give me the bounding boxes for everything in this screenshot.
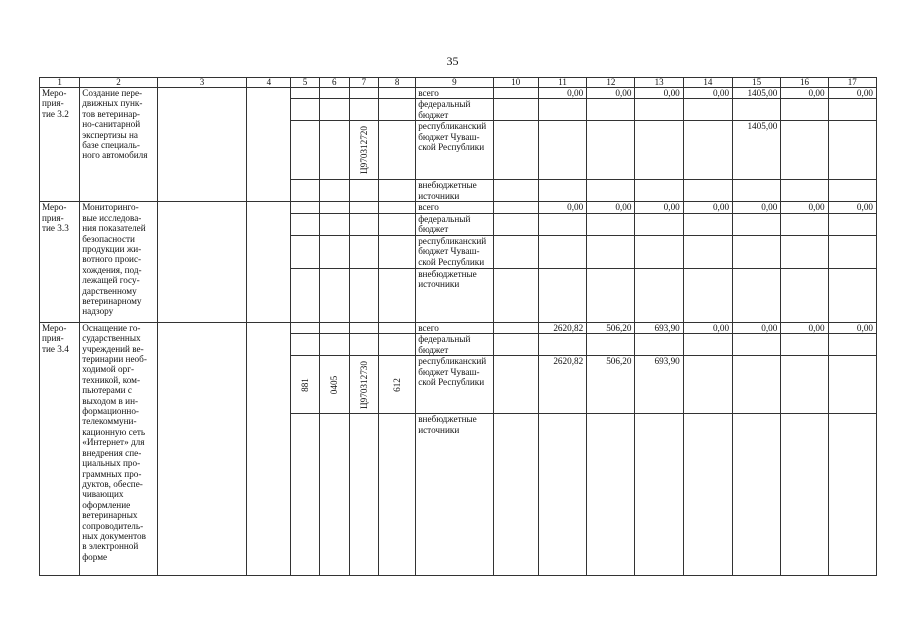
cell-col6	[319, 121, 349, 180]
source-label: всего	[416, 322, 493, 333]
budget-code: Ц970312730	[358, 360, 369, 409]
cell-col8	[378, 322, 415, 333]
cell-col5	[291, 268, 319, 322]
value-cell: 2620,82	[538, 356, 586, 414]
col-header: 9	[416, 78, 493, 88]
value-cell	[538, 268, 586, 322]
value-cell: 0,00	[828, 88, 876, 99]
col-header: 8	[378, 78, 415, 88]
value-cell: 2620,82	[538, 322, 586, 333]
value-cell: 0,00	[587, 88, 635, 99]
value-cell	[538, 414, 586, 576]
value-cell	[538, 180, 586, 202]
col-header: 12	[587, 78, 635, 88]
cell-col7	[349, 88, 378, 99]
value-cell	[587, 213, 635, 235]
measure-id: Меро- прия- тие 3.4	[40, 322, 80, 575]
cell-col10	[493, 356, 538, 414]
cell-col6	[319, 322, 349, 333]
value-cell	[538, 334, 586, 356]
cell-col6	[319, 268, 349, 322]
cell-col5	[291, 213, 319, 235]
value-cell: 0,00	[781, 88, 828, 99]
value-cell	[587, 180, 635, 202]
table-row	[40, 322, 877, 333]
col-header: 15	[733, 78, 781, 88]
budget-code: Ц970312720	[358, 126, 369, 175]
col-header: 17	[828, 78, 876, 88]
value-cell	[733, 414, 781, 576]
table-row	[40, 88, 877, 99]
value-cell	[828, 334, 876, 356]
cell-col8	[378, 414, 415, 576]
value-cell	[781, 213, 828, 235]
value-cell	[828, 414, 876, 576]
value-cell: 0,00	[538, 202, 586, 213]
cell-col3	[157, 202, 247, 322]
measure-description: Создание пере- движных пунк- тов ветеринар- но-санитарной экспертизы на базе специаль- ного автомобиля	[80, 88, 157, 202]
cell-col6	[319, 235, 349, 268]
page-number: 35	[446, 54, 459, 68]
value-cell: 0,00	[828, 322, 876, 333]
cell-col7	[349, 202, 378, 213]
value-cell	[683, 235, 732, 268]
source-label: внебюджетные источники	[416, 414, 493, 576]
value-cell: 0,00	[733, 202, 781, 213]
cell-col8	[378, 235, 415, 268]
cell-col7	[349, 180, 378, 202]
cell-col10	[493, 322, 538, 333]
value-cell	[733, 235, 781, 268]
col-header: 16	[781, 78, 828, 88]
value-cell	[635, 121, 683, 180]
value-cell	[828, 99, 876, 121]
value-cell	[538, 99, 586, 121]
value-cell: 506,20	[587, 322, 635, 333]
cell-col8	[378, 121, 415, 180]
cell-col5	[291, 322, 319, 333]
value-cell	[828, 180, 876, 202]
value-cell	[781, 121, 828, 180]
value-cell: 0,00	[635, 202, 683, 213]
value-cell	[683, 99, 732, 121]
col-header: 5	[291, 78, 319, 88]
cell-col5	[291, 88, 319, 99]
col-header: 2	[80, 78, 157, 88]
cell-col3	[157, 322, 247, 575]
cell-col8	[378, 202, 415, 213]
col-header: 1	[40, 78, 80, 88]
value-cell	[683, 356, 732, 414]
cell-col7	[349, 414, 378, 576]
col-header: 6	[319, 78, 349, 88]
value-cell: 0,00	[538, 88, 586, 99]
cell-col7	[349, 322, 378, 333]
value-cell: 506,20	[587, 356, 635, 414]
value-cell	[781, 268, 828, 322]
cell-col8	[378, 213, 415, 235]
source-label: федеральный бюджет	[416, 213, 493, 235]
cell-col5	[291, 202, 319, 213]
value-cell	[781, 356, 828, 414]
value-cell	[828, 235, 876, 268]
value-cell: 0,00	[733, 322, 781, 333]
source-label: федеральный бюджет	[416, 334, 493, 356]
cell-col6	[319, 414, 349, 576]
admin-code-cell	[291, 356, 319, 414]
source-label: федеральный бюджет	[416, 99, 493, 121]
cell-col10	[493, 235, 538, 268]
table-row	[40, 202, 877, 213]
value-cell	[683, 180, 732, 202]
value-cell	[587, 121, 635, 180]
cell-col10	[493, 414, 538, 576]
cell-col10	[493, 88, 538, 99]
value-cell	[635, 213, 683, 235]
value-cell: 0,00	[781, 202, 828, 213]
cell-col10	[493, 121, 538, 180]
value-cell	[635, 334, 683, 356]
cell-col5	[291, 121, 319, 180]
budget-code-cell	[349, 121, 378, 180]
value-cell	[538, 235, 586, 268]
value-cell: 0,00	[781, 322, 828, 333]
measure-id: Меро- прия- тие 3.3	[40, 202, 80, 322]
value-cell: 0,00	[683, 88, 732, 99]
value-cell: 1405,00	[733, 88, 781, 99]
value-cell	[635, 268, 683, 322]
value-cell	[635, 414, 683, 576]
value-cell	[635, 99, 683, 121]
program-table	[39, 77, 877, 576]
cell-col5	[291, 334, 319, 356]
source-label: всего	[416, 88, 493, 99]
cell-col6	[319, 202, 349, 213]
value-cell: 693,90	[635, 356, 683, 414]
value-cell	[587, 334, 635, 356]
source-label: внебюджетные источники	[416, 268, 493, 322]
value-cell	[781, 235, 828, 268]
cell-col10	[493, 202, 538, 213]
measure-id: Меро- прия- тие 3.2	[40, 88, 80, 202]
cell-col6	[319, 213, 349, 235]
value-cell: 0,00	[635, 88, 683, 99]
source-label: всего	[416, 202, 493, 213]
expense-type-code: 612	[391, 377, 402, 392]
col-header: 11	[538, 78, 586, 88]
value-cell	[587, 235, 635, 268]
cell-col7	[349, 99, 378, 121]
value-cell	[828, 268, 876, 322]
source-label: республиканский бюджет Чуваш- ской Республики	[416, 235, 493, 268]
value-cell	[733, 99, 781, 121]
value-cell: 0,00	[683, 202, 732, 213]
value-cell	[733, 180, 781, 202]
value-cell	[828, 213, 876, 235]
cell-col7	[349, 268, 378, 322]
value-cell	[828, 356, 876, 414]
source-label: республиканский бюджет Чуваш- ской Республики	[416, 356, 493, 414]
value-cell	[828, 121, 876, 180]
value-cell	[683, 213, 732, 235]
value-cell: 693,90	[635, 322, 683, 333]
value-cell	[781, 414, 828, 576]
source-label: внебюджетные источники	[416, 180, 493, 202]
cell-col6	[319, 180, 349, 202]
cell-col7	[349, 213, 378, 235]
value-cell	[733, 334, 781, 356]
column-number-row	[40, 78, 877, 88]
value-cell: 0,00	[828, 202, 876, 213]
value-cell	[587, 99, 635, 121]
value-cell	[635, 235, 683, 268]
value-cell	[781, 180, 828, 202]
cell-col4	[247, 88, 291, 202]
value-cell: 0,00	[683, 322, 732, 333]
cell-col5	[291, 235, 319, 268]
cell-col10	[493, 268, 538, 322]
value-cell	[538, 213, 586, 235]
cell-col5	[291, 180, 319, 202]
col-header: 13	[635, 78, 683, 88]
section-code-cell	[319, 356, 349, 414]
value-cell	[683, 121, 732, 180]
cell-col10	[493, 334, 538, 356]
source-label: республиканский бюджет Чуваш- ской Республики	[416, 121, 493, 180]
cell-col6	[319, 334, 349, 356]
cell-col6	[319, 88, 349, 99]
cell-col7	[349, 235, 378, 268]
cell-col8	[378, 268, 415, 322]
value-cell	[587, 414, 635, 576]
value-cell: 0,00	[587, 202, 635, 213]
cell-col10	[493, 99, 538, 121]
value-cell	[733, 213, 781, 235]
value-cell	[683, 414, 732, 576]
section-code: 0405	[329, 375, 339, 394]
value-cell	[587, 268, 635, 322]
cell-col10	[493, 180, 538, 202]
value-cell	[683, 334, 732, 356]
value-cell	[683, 268, 732, 322]
measure-description: Мониторинго- вые исследова- ния показателей безопасности продукции жи- вотного проис- хождения, под- лежащей госу- дарственному ветеринарному надзору	[80, 202, 157, 322]
value-cell	[733, 268, 781, 322]
cell-col8	[378, 88, 415, 99]
col-header: 7	[349, 78, 378, 88]
value-cell	[733, 356, 781, 414]
cell-col4	[247, 322, 291, 575]
cell-col5	[291, 414, 319, 576]
value-cell	[538, 121, 586, 180]
admin-code: 881	[299, 377, 310, 392]
value-cell: 1405,00	[733, 121, 781, 180]
budget-code-cell	[349, 356, 378, 414]
col-header: 3	[157, 78, 247, 88]
cell-col4	[247, 202, 291, 322]
cell-col8	[378, 180, 415, 202]
value-cell	[781, 334, 828, 356]
expense-type-cell	[378, 356, 415, 414]
cell-col7	[349, 334, 378, 356]
col-header: 4	[247, 78, 291, 88]
cell-col8	[378, 334, 415, 356]
col-header: 10	[493, 78, 538, 88]
measure-description: Оснащение го- сударственных учреждений ве- теринарии необ- ходимой орг- техникой, ком- пьютерами с выходом в ин- формационно- телекоммуни- кационную сеть «Интернет» для внедрения спе- циальных про- граммных про- дуктов, обеспе- чивающих оформление ветеринарных сопроводитель- ных документов в электронной форме	[80, 322, 157, 575]
col-header: 14	[683, 78, 732, 88]
value-cell	[635, 180, 683, 202]
cell-col3	[157, 88, 247, 202]
cell-col6	[319, 99, 349, 121]
value-cell	[781, 99, 828, 121]
cell-col8	[378, 99, 415, 121]
cell-col10	[493, 213, 538, 235]
cell-col5	[291, 99, 319, 121]
